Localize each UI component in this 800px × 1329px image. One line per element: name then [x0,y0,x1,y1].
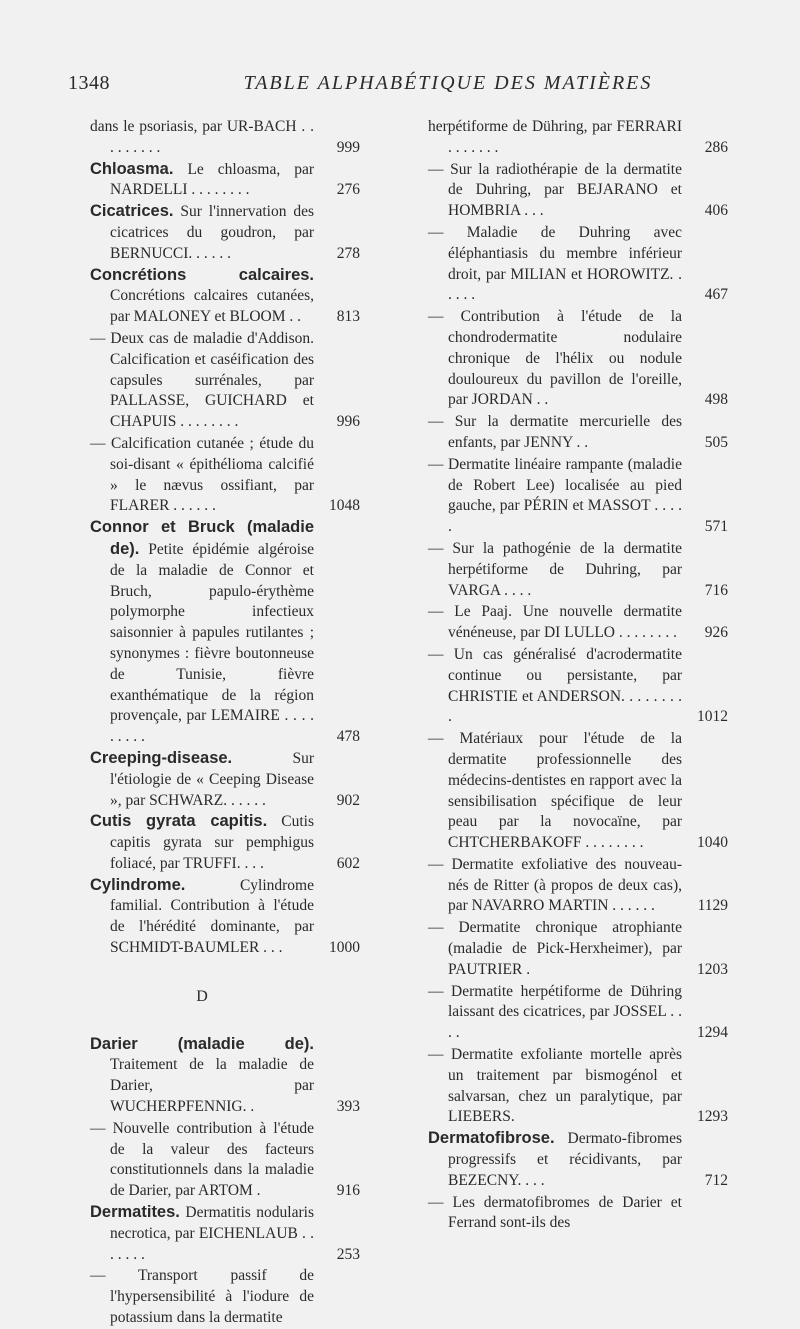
index-entry [428,411,728,454]
page-reference: 276 [336,181,360,199]
index-entry [90,328,360,433]
index-entry [428,116,728,159]
index-entry [90,748,360,811]
entry-text [90,433,314,517]
page-reference: 498 [704,391,728,409]
index-entry [90,201,360,264]
entry-description: Traitement de la maladie de Darier, par WUCHERPFENNIG. . [110,1056,314,1116]
entry-text [90,328,314,433]
page-reference: 393 [336,1098,360,1116]
page-reference: 406 [704,202,728,220]
index-entry [90,1118,360,1202]
page-reference: 902 [336,791,360,809]
entry-text [90,201,314,264]
right-column [428,116,728,1234]
entry-text [428,159,682,222]
index-entry [90,433,360,517]
section-letter: D [196,987,208,1005]
entry-text [90,811,314,874]
entry-description: — Sur la pathogénie de la dermatite herpétiforme de Duhring, par VARGA . . . . [428,539,682,599]
entry-text [428,1044,682,1128]
entry-description: Dermatitis nodularis necrotica, par EICHENLAUB . . . . . . . [110,1204,314,1263]
entry-description: — Transport passif de l'hypersensibilité à l'iodure de potassium dans la dermatite [90,1267,314,1327]
entry-description: — Maladie de Duhring avec éléphantiasis du membre inférieur droit, par MILIAN et HOROWITZ. . . . . . [428,223,682,304]
entry-text [90,1265,314,1328]
entry-heading: Concrétions calcaires. [90,265,314,284]
index-entry [428,454,728,538]
entry-description: — Dermatite exfoliante mortelle après un traitement par bismogénol et salvarsan, chez un paralytique, par LIEBERS. [428,1046,682,1126]
index-entry [428,981,728,1044]
entry-description: — Dermatite herpétiforme de Dühring laissant des cicatrices, par JOSSEL . . . . [428,982,682,1042]
entry-text [428,981,682,1044]
page-reference: 478 [336,728,360,746]
page-reference: 1129 [697,897,728,915]
entry-heading: Chloasma. [90,159,174,178]
page-reference: 999 [336,138,360,156]
index-entry [90,1265,360,1328]
entry-text [428,917,682,980]
index-entry [90,1034,360,1118]
page-reference: 467 [704,286,728,304]
entry-text [428,222,682,306]
entry-description: — Dermatite chronique atrophiante (maladie de Pick-Herxheimer), par PAUTRIER . [428,919,682,978]
page-reference: 813 [336,308,360,326]
index-entry [90,1202,360,1265]
page-reference: 278 [336,244,360,262]
page-reference: 571 [704,518,728,536]
index-entry [428,1192,728,1235]
left-column [90,116,360,1329]
entry-description: Petite épidémie algéroise de la maladie de Connor et Bruch, papulo-érythème polymorphe infectieux saisonnier à papules rutilantes ; synonymes : fièvre boutonneuse de Tunisie, fièvre exanthématique de la région provençale, par LEMAIRE . . . . . . . . . [110,540,314,746]
entry-heading: Creeping-disease. [90,748,233,767]
index-entry [428,222,728,306]
entry-description: — Les dermatofibromes de Darier et Ferrand sont-ils des [428,1193,682,1232]
index-entry [90,116,360,159]
page-reference: 602 [336,854,360,872]
entry-text [90,1118,314,1202]
entry-text [428,306,682,411]
page-reference: 505 [704,433,728,451]
index-entry [428,1044,728,1128]
index-entry [90,159,360,202]
index-entry [428,644,728,728]
page-reference: 996 [336,413,360,431]
entry-heading: Dermatites. [90,1203,180,1222]
page-reference: 716 [704,581,728,599]
entry-text [90,1034,314,1118]
index-entry [428,538,728,601]
entry-description: — Nouvelle contribution à l'étude de la valeur des facteurs constitutionnels dans la maladie de Darier, par ARTOM . [90,1119,314,1200]
entry-heading: Cutis gyrata capitis. [90,812,268,831]
entry-description: — Sur la dermatite mercurielle des enfants, par JENNY . . [428,413,682,451]
entry-text [90,748,314,811]
index-entry [428,854,728,917]
page-header [68,66,728,102]
entry-description: herpétiforme de Dühring, par FERRARI . . . . . . . [428,118,682,156]
page-number: 1348 [68,72,110,94]
index-entry [90,811,360,874]
entry-description: dans le psoriasis, par UR-BACH . . . . . . . . . [90,118,314,156]
page-reference: 1040 [697,834,728,852]
page-reference: 1012 [697,708,728,726]
entry-heading: Connor et Bruck (maladie de). [90,518,314,558]
entry-text [428,728,682,854]
running-title: TABLE ALPHABÉTIQUE DES MATIÈRES [243,72,653,94]
index-entry [90,875,360,959]
entry-description: — Contribution à l'étude de la chondrodermatite nodulaire chronique de l'hélix ou nodule douloureux du pavillon de l'oreille, par JORDAN . . [428,308,682,409]
page-reference: 1000 [329,939,360,957]
entry-description: Sur l'innervation des cicatrices du goudron, par BERNUCCI. . . . . . [110,203,314,262]
entry-text [90,116,314,159]
entry-text [90,875,314,959]
entry-text [428,454,682,538]
entry-text [90,517,314,748]
entry-description: Cutis capitis gyrata sur pemphigus foliacé, par TRUFFI. . . . [110,813,314,872]
page-reference: 1293 [697,1108,728,1126]
entry-description: — Calcification cutanée ; étude du soi-disant « épithélioma calcifié » le nævus ossifiant, par FLARER . . . . . . [90,434,314,515]
entry-description: Dermato-fibromes progressifs et récidivants, par BEZECNY. . . . [448,1130,682,1189]
entry-description: — Le Paaj. Une nouvelle dermatite vénéneuse, par DI LULLO . . . . . . . . [428,603,682,642]
entry-text [90,159,314,202]
entry-text [428,1192,682,1235]
entry-text [428,538,682,601]
index-entry [428,1128,728,1191]
entry-description: — Dermatite exfoliative des nouveau-nés de Ritter (à propos de deux cas), par NAVARRO MARTIN . . . . . . [428,855,682,915]
entry-description: Cylindrome familial. Contribution à l'étude de l'hérédité dominante, par SCHMIDT-BAUMLER . . . [110,876,314,957]
entry-description: — Dermatite linéaire rampante (maladie de Robert Lee) localisée au pied gauche, par PÉRIN et MASSOT . . . . . [428,455,682,536]
entry-text [428,601,682,644]
entry-description: — Un cas généralisé d'acrodermatite continue ou persistante, par CHRISTIE et ANDERSON. . . . . . . . . [428,645,682,726]
index-entry [428,917,728,980]
entry-heading: Cylindrome. [90,875,186,894]
page-reference: 916 [336,1182,360,1200]
entry-description: — Sur la radiothérapie de la dermatite de Duhring, par BEJARANO et HOMBRIA . . . [428,160,682,220]
index-entry [428,601,728,644]
entry-text [428,644,682,728]
page-reference: 1203 [697,960,728,978]
entry-description: Le chloasma, par NARDELLI . . . . . . . . [110,160,314,199]
entry-description: — Matériaux pour l'étude de la dermatite professionnelle des médecins-dentistes en rapport avec la sensibilisation spécifique de leur peau par la novocaïne, par CHTCHERBAKOFF . . . . . . . . [428,730,682,852]
page-reference: 253 [336,1245,360,1263]
page-reference: 1294 [697,1024,728,1042]
entry-text [428,1128,682,1191]
page-reference: 712 [704,1171,728,1189]
entry-description: Sur l'étiologie de « Ceeping Disease », par SCHWARZ. . . . . . [110,749,314,809]
entry-description: — Deux cas de maladie d'Addison. Calcification et caséification des capsules surrénales, par PALLASSE, GUICHARD et CHAPUIS . . . . . . . . [90,329,314,431]
entry-text [90,265,314,328]
page-reference: 926 [704,624,728,642]
entry-text [428,411,682,454]
page-reference: 286 [704,138,728,156]
entry-description: Concrétions calcaires cutanées, par MALONEY et BLOOM . . [110,287,314,326]
index-entry [428,728,728,854]
entry-text [90,1202,314,1265]
index-entry [428,306,728,411]
page-reference: 1048 [329,497,360,515]
entry-text [428,854,682,917]
index-entry [90,265,360,328]
entry-heading: Darier (maladie de). [90,1034,314,1053]
entry-heading: Cicatrices. [90,202,174,221]
entry-text [428,116,682,159]
index-entry [90,517,360,748]
index-entry [428,159,728,222]
entry-heading: Dermatofibrose. [428,1129,555,1148]
